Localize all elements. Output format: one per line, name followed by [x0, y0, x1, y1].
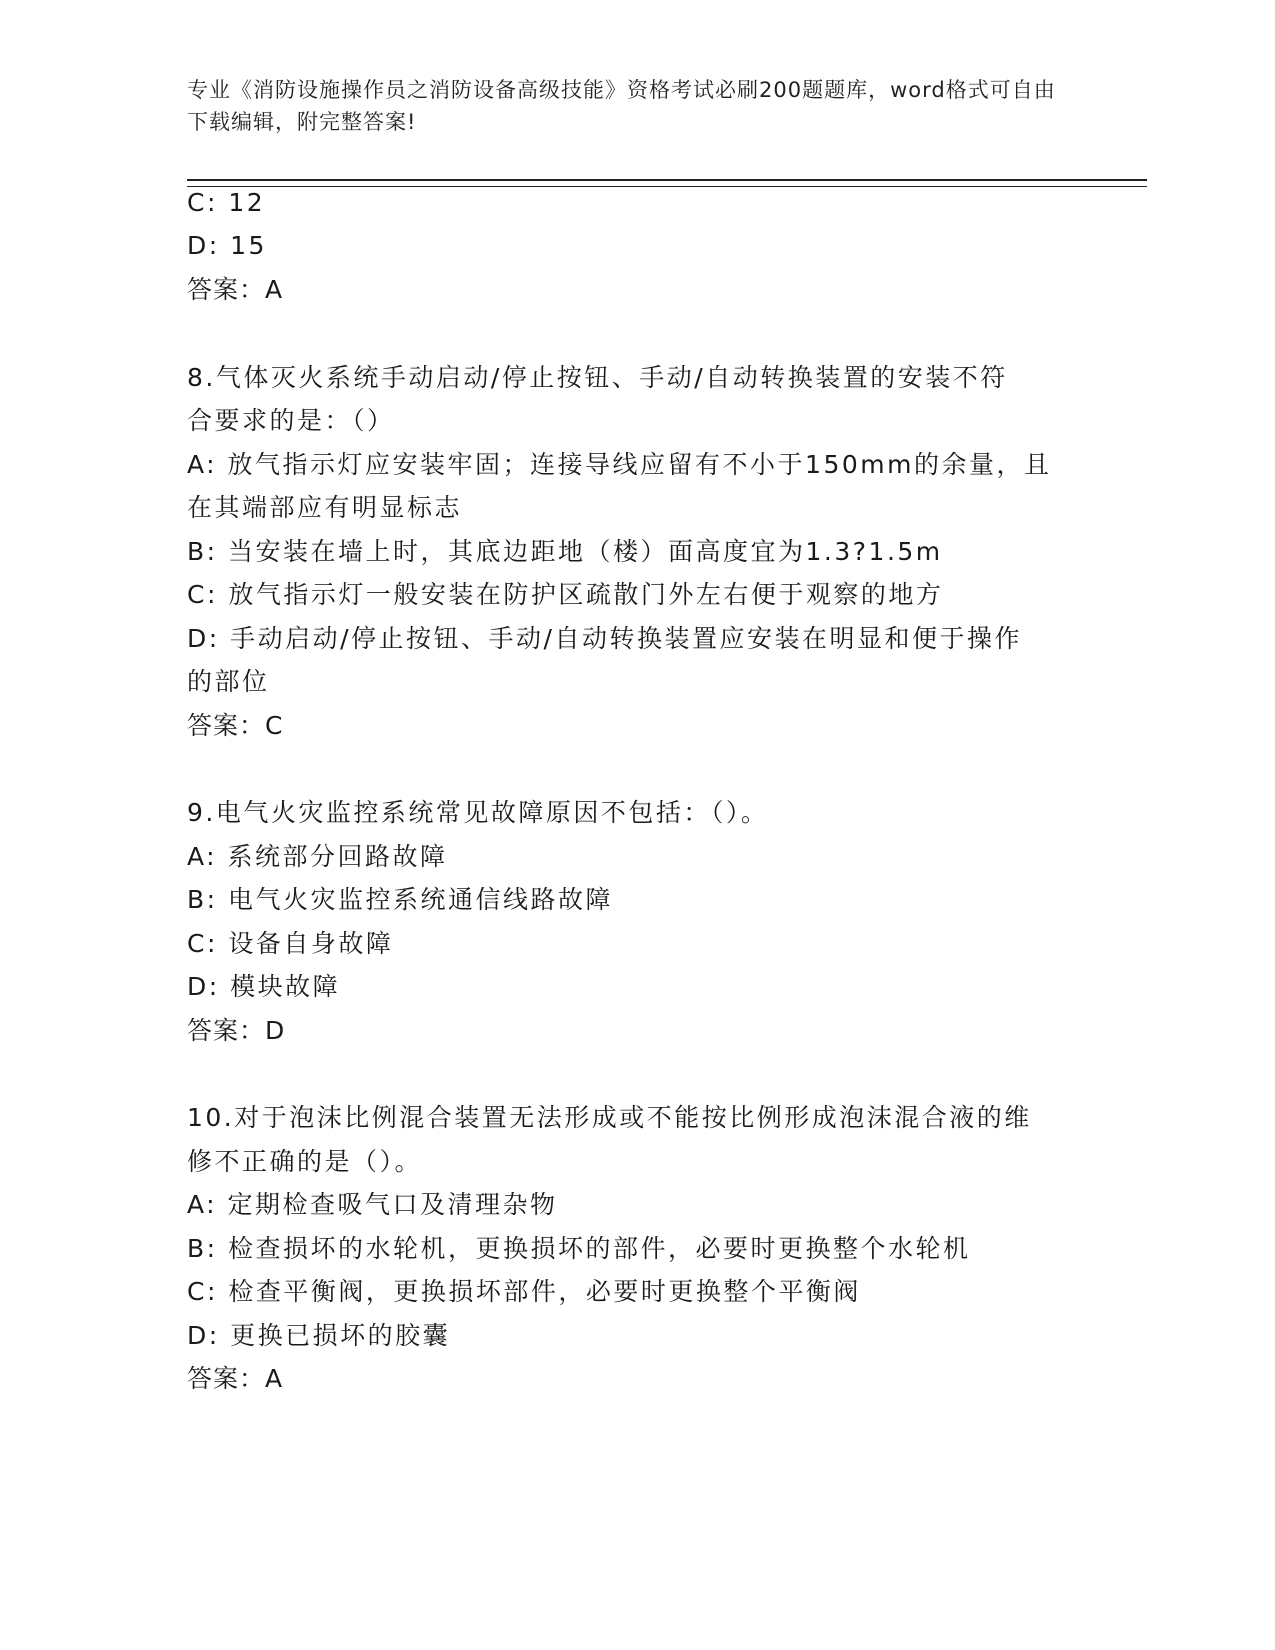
q10-option-b: B: 检查损坏的水轮机，更换损坏的部件，必要时更换整个水轮机 — [187, 1234, 971, 1263]
q10-option-c: C: 检查平衡阀，更换损坏部件，必要时更换整个平衡阀 — [187, 1277, 861, 1306]
q8-option-a-line-1: A: 放气指示灯应安装牢固；连接导线应留有不小于150mm的余量，且 — [187, 450, 1052, 479]
q8-answer: 答案：C — [187, 711, 284, 740]
q10-option-a: A: 定期检查吸气口及清理杂物 — [187, 1190, 558, 1219]
q9-option-c: C: 设备自身故障 — [187, 929, 394, 958]
q8-option-d-line-1: D: 手动启动/停止按钮、手动/自动转换装置应安装在明显和便于操作 — [187, 624, 1022, 653]
q10-option-d: D: 更换已损坏的胶囊 — [187, 1321, 451, 1350]
q10-answer: 答案：A — [187, 1364, 284, 1393]
q8-stem-line-1: 8.气体灭火系统手动启动/停止按钮、手动/自动转换装置的安装不符 — [187, 363, 1008, 392]
q9-option-b: B: 电气火灾监控系统通信线路故障 — [187, 885, 614, 914]
q9-option-a: A: 系统部分回路故障 — [187, 842, 448, 871]
page-header: 专业《消防设施操作员之消防设备高级技能》资格考试必刷200题题库，word格式可自由下载编辑，附完整答案! — [187, 78, 1056, 134]
q10-stem-line-2: 修不正确的是（）。 — [187, 1147, 423, 1176]
q8-option-c: C: 放气指示灯一般安装在防护区疏散门外左右便于观察的地方 — [187, 580, 944, 609]
prev-question-option-c: C: 12 — [187, 188, 266, 217]
q9-answer: 答案：D — [187, 1016, 286, 1045]
q8-option-a-line-2: 在其端部应有明显标志 — [187, 493, 463, 522]
q9-option-d: D: 模块故障 — [187, 972, 341, 1001]
q8-option-d-line-2: 的部位 — [187, 667, 270, 696]
q10-stem-line-1: 10.对于泡沫比例混合装置无法形成或不能按比例形成泡沫混合液的维 — [187, 1103, 1032, 1132]
header-divider — [187, 179, 1147, 187]
prev-question-answer: 答案：A — [187, 275, 284, 304]
prev-question-option-d: D: 15 — [187, 231, 267, 260]
q9-stem: 9.电气火灾监控系统常见故障原因不包括：（）。 — [187, 798, 769, 827]
q8-stem-line-2: 合要求的是：（） — [187, 406, 395, 435]
q8-option-b: B: 当安装在墙上时，其底边距地（楼）面高度宜为1.3?1.5m — [187, 537, 943, 566]
